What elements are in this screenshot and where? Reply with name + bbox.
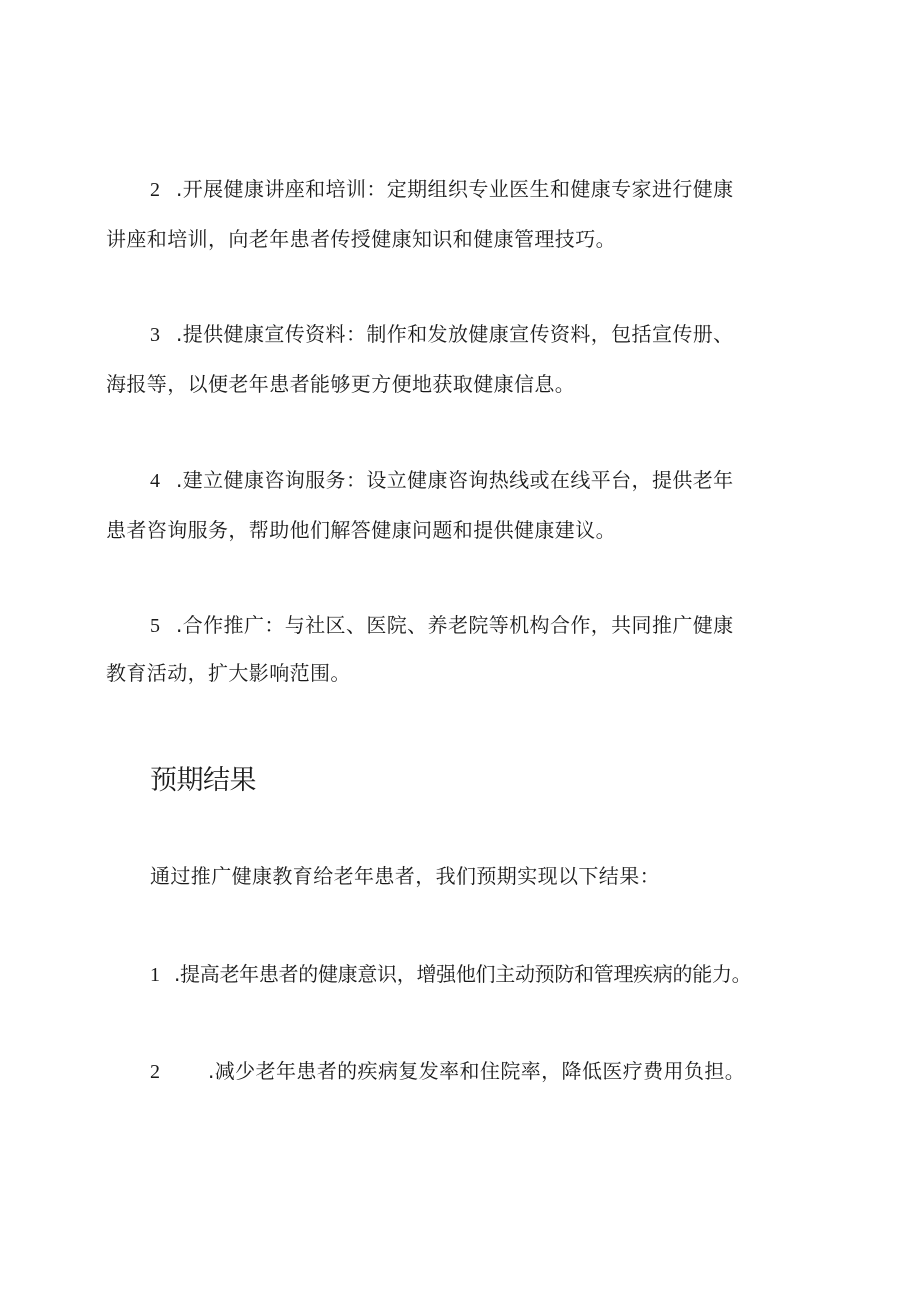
strategy-2-number: 2 bbox=[150, 179, 161, 201]
results-intro: 通过推广健康教育给老年患者，我们预期实现以下结果： bbox=[150, 864, 660, 888]
strategy-5-text-2: 教育活动，扩大影响范围。 bbox=[106, 661, 351, 685]
result-1-text: .提高老年患者的健康意识，增强他们主动预防和管理疾病的能力。 bbox=[174, 962, 752, 986]
strategy-2-text-2: 讲座和培训，向老年患者传授健康知识和健康管理技巧。 bbox=[106, 227, 616, 251]
strategy-4-text-1: .建立健康咨询服务：设立健康咨询热线或在线平台，提供老年 bbox=[176, 468, 734, 492]
strategy-5-text-1: .合作推广：与社区、医院、养老院等机构合作，共同推广健康 bbox=[176, 613, 734, 637]
strategy-3-line-1 bbox=[150, 322, 734, 347]
strategy-4-text-2: 患者咨询服务，帮助他们解答健康问题和提供健康建议。 bbox=[106, 518, 616, 542]
strategy-3-number: 3 bbox=[150, 324, 161, 346]
strategy-4-number: 4 bbox=[150, 470, 161, 492]
strategy-5-number: 5 bbox=[150, 615, 161, 637]
strategy-2-line-2 bbox=[106, 227, 616, 251]
strategy-2-line-1 bbox=[150, 177, 734, 202]
strategy-3-line-2 bbox=[106, 372, 575, 396]
result-1-number: 1 bbox=[150, 964, 161, 986]
strategy-4-line-2 bbox=[106, 518, 616, 542]
strategy-3-text-1: .提供健康宣传资料：制作和发放健康宣传资料，包括宣传册、 bbox=[176, 322, 734, 346]
strategy-5-line-2 bbox=[106, 661, 351, 685]
strategy-2-text-1: .开展健康讲座和培训：定期组织专业医生和健康专家进行健康 bbox=[176, 177, 734, 201]
result-2-text: .减少老年患者的疾病复发率和住院率，降低医疗费用负担。 bbox=[208, 1059, 746, 1083]
result-2-number: 2 bbox=[150, 1061, 161, 1083]
section-heading-results: 预期结果 bbox=[150, 765, 256, 796]
result-item-1 bbox=[150, 962, 751, 987]
strategy-5-line-1 bbox=[150, 613, 734, 638]
strategy-3-text-2: 海报等，以便老年患者能够更方便地获取健康信息。 bbox=[106, 372, 576, 396]
result-item-2 bbox=[150, 1059, 745, 1084]
strategy-4-line-1 bbox=[150, 468, 734, 493]
